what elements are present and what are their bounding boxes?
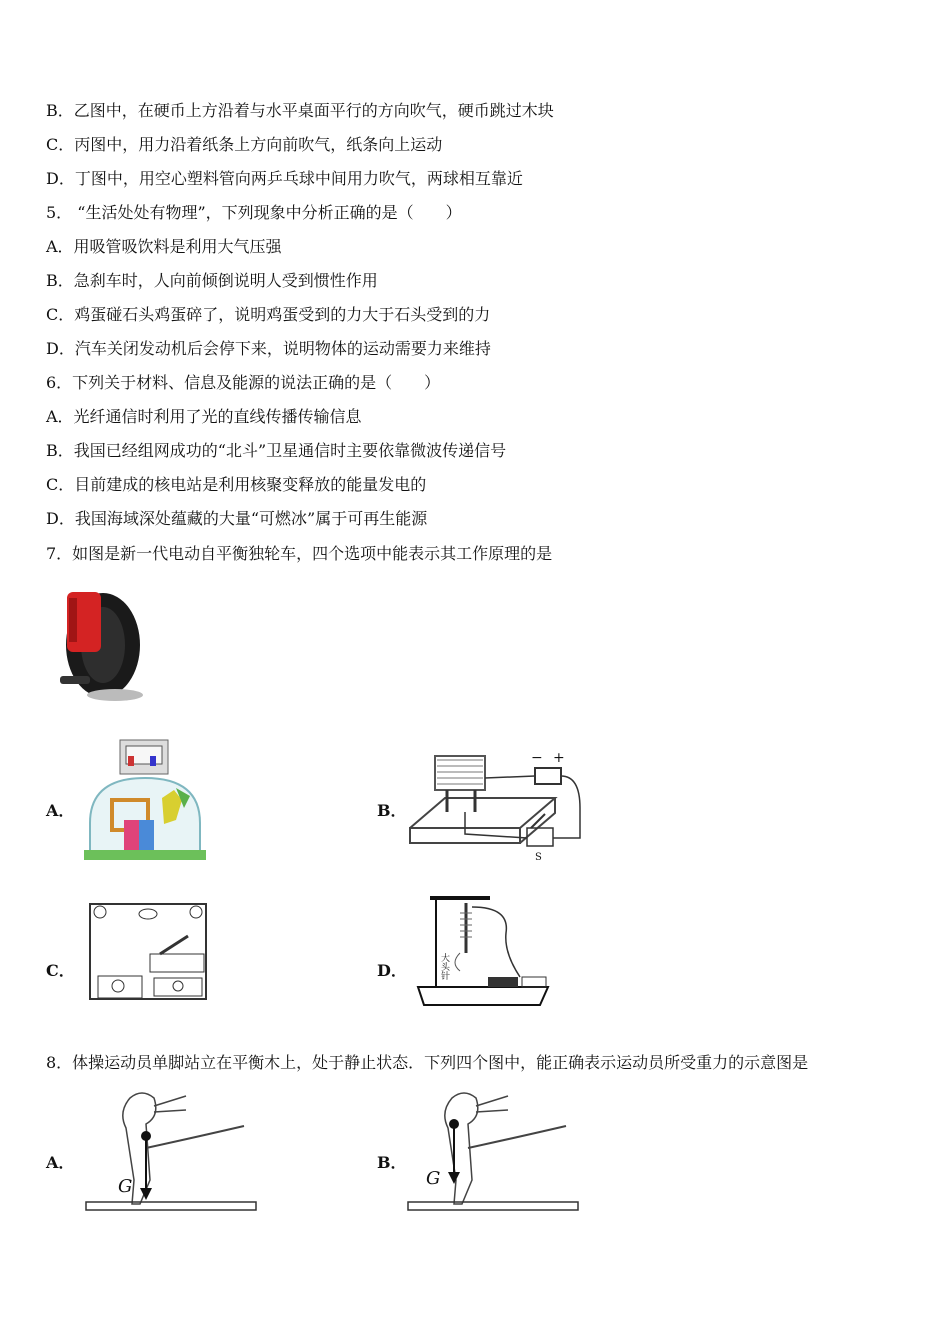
- q8-label-b: B．: [377, 1153, 407, 1172]
- gravity-label-b: G: [426, 1168, 441, 1189]
- q7-label-c: C．: [46, 961, 75, 980]
- q6-option-a: A．光纤通信时利用了光的直线传播传输信息: [46, 407, 362, 426]
- gravity-label-a: G: [118, 1176, 133, 1197]
- q8-figure-b-gymnast: [404, 1088, 582, 1216]
- q7-figure-d-label: 大头针: [439, 953, 449, 980]
- q6-option-b: B．我国已经组网成功的“北斗”卫星通信时主要依靠微波传递信号: [46, 441, 507, 460]
- unicycle-figure: [55, 580, 145, 705]
- q6-option-c: C．目前建成的核电站是利用核聚变释放的能量发电的: [46, 475, 427, 494]
- q7-figure-b-electromagnet-circuit: [405, 748, 590, 866]
- q7-figure-a-generator: [80, 738, 210, 863]
- q5-stem: 5． “生活处处有物理”，下列现象中分析正确的是（ ）: [46, 203, 462, 222]
- q8-figure-a-gymnast: [82, 1088, 260, 1216]
- q7-figure-c-motor-circuit: [82, 896, 212, 1008]
- q7-label-b: B．: [377, 801, 407, 820]
- q5-option-c: C．鸡蛋碰石头鸡蛋碎了，说明鸡蛋受到的力大于石头受到的力: [46, 305, 491, 324]
- q8-stem: 8．体操运动员单脚站立在平衡木上，处于静止状态．下列四个图中，能正确表示运动员所受重力的示意图是: [46, 1053, 809, 1072]
- q7-stem: 7．如图是新一代电动自平衡独轮车，四个选项中能表示其工作原理的是: [46, 544, 553, 563]
- q4-option-d: D．丁图中，用空心塑料管向两乒乓球中间用力吹气，两球相互靠近: [46, 169, 523, 188]
- svg-text:+: +: [553, 750, 565, 766]
- svg-text:S: S: [535, 852, 542, 863]
- q7-label-a: A．: [46, 801, 75, 820]
- q7-figure-d-nail-experiment: [410, 893, 555, 1011]
- q5-option-a: A．用吸管吸饮料是利用大气压强: [46, 237, 282, 256]
- q6-stem: 6．下列关于材料、信息及能源的说法正确的是（ ）: [46, 373, 441, 392]
- q4-option-c: C．丙图中，用力沿着纸条上方向前吹气，纸条向上运动: [46, 135, 443, 154]
- q5-option-b: B．急刹车时，人向前倾倒说明人受到惯性作用: [46, 271, 378, 290]
- q6-option-d: D．我国海域深处蕴藏的大量“可燃冰”属于可再生能源: [46, 509, 428, 528]
- q5-option-d: D．汽车关闭发动机后会停下来，说明物体的运动需要力来维持: [46, 339, 491, 358]
- svg-text:−: −: [531, 750, 543, 766]
- q4-option-b: B．乙图中，在硬币上方沿着与水平桌面平行的方向吹气，硬币跳过木块: [46, 101, 554, 120]
- q8-label-a: A．: [46, 1153, 75, 1172]
- q7-label-d: D．: [377, 961, 407, 980]
